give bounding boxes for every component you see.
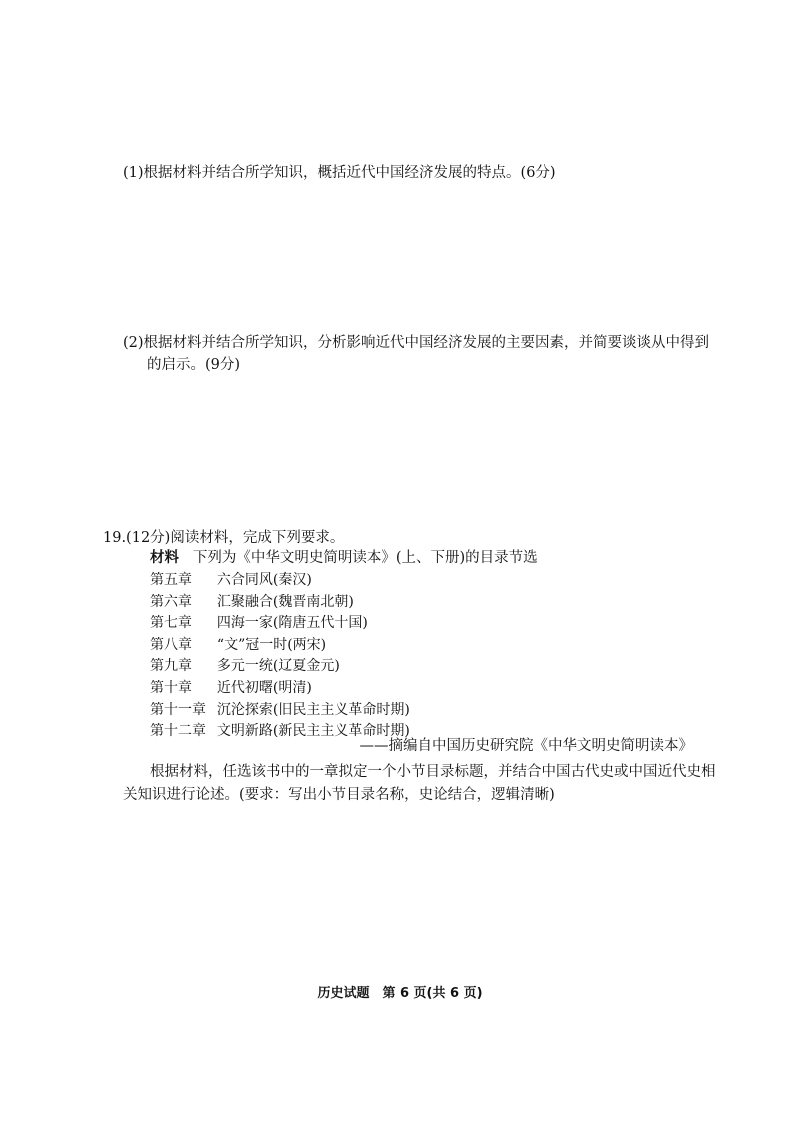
chapter-item <box>150 700 410 722</box>
chapter-item <box>150 656 410 678</box>
chapter-title: 近代初曙(明清) <box>216 679 312 696</box>
chapter-title: 多元一统(辽夏金元) <box>216 658 340 675</box>
chapter-item <box>150 592 410 614</box>
chapter-list <box>150 570 410 743</box>
chapter-number: 第八章 <box>150 636 192 653</box>
chapter-title: “文”冠一时(两宋) <box>216 636 327 653</box>
question-19-task-line-2: 关知识进行论述。(要求：写出小节目录名称，史论结合，逻辑清晰) <box>123 787 555 803</box>
chapter-number: 第十章 <box>150 679 192 696</box>
question-18-part-2-line-2: 的启示。(9分) <box>147 357 241 373</box>
chapter-number: 第十二章 <box>150 723 206 740</box>
chapter-item <box>150 613 410 635</box>
chapter-number: 第六章 <box>150 593 192 610</box>
chapter-number: 第七章 <box>150 615 192 632</box>
chapter-item <box>150 635 410 657</box>
material-label: 材料 <box>150 549 179 566</box>
question-18-part-1: (1)根据材料并结合所学知识，概括近代中国经济发展的特点。(6分) <box>123 165 556 181</box>
chapter-item <box>150 570 410 592</box>
chapter-title: 文明新路(新民主主义革命时期) <box>216 723 410 740</box>
material-source: ——摘编自中国历史研究院《中华文明史简明读本》 <box>359 738 693 754</box>
chapter-title: 六合同风(秦汉) <box>216 572 312 588</box>
chapter-title: 汇聚融合(魏晋南北朝) <box>216 593 354 610</box>
chapter-title: 四海一家(隋唐五代十国) <box>216 615 368 632</box>
chapter-number: 第十一章 <box>150 701 206 718</box>
question-19-header: 19.(12分)阅读材料，完成下列要求。 <box>103 530 345 546</box>
material-intro: 下列为《中华文明史简明读本》(上、下册)的目录节选 <box>192 550 538 566</box>
question-18-part-2-line-1: (2)根据材料并结合所学知识，分析影响近代中国经济发展的主要因素，并简要谈谈从中得到 <box>123 335 710 351</box>
chapter-number: 第五章 <box>150 572 192 588</box>
question-19-task-line-1: 根据材料，任选该书中的一章拟定一个小节目录标题，并结合中国古代史或中国近代史相 <box>150 764 716 780</box>
chapter-title: 沉沦探索(旧民主主义革命时期) <box>216 701 410 718</box>
material-intro-line <box>150 548 538 568</box>
chapter-number: 第九章 <box>150 658 192 675</box>
page-footer: 历史试题 第 6 页(共 6 页) <box>317 986 483 1001</box>
chapter-item <box>150 678 410 700</box>
